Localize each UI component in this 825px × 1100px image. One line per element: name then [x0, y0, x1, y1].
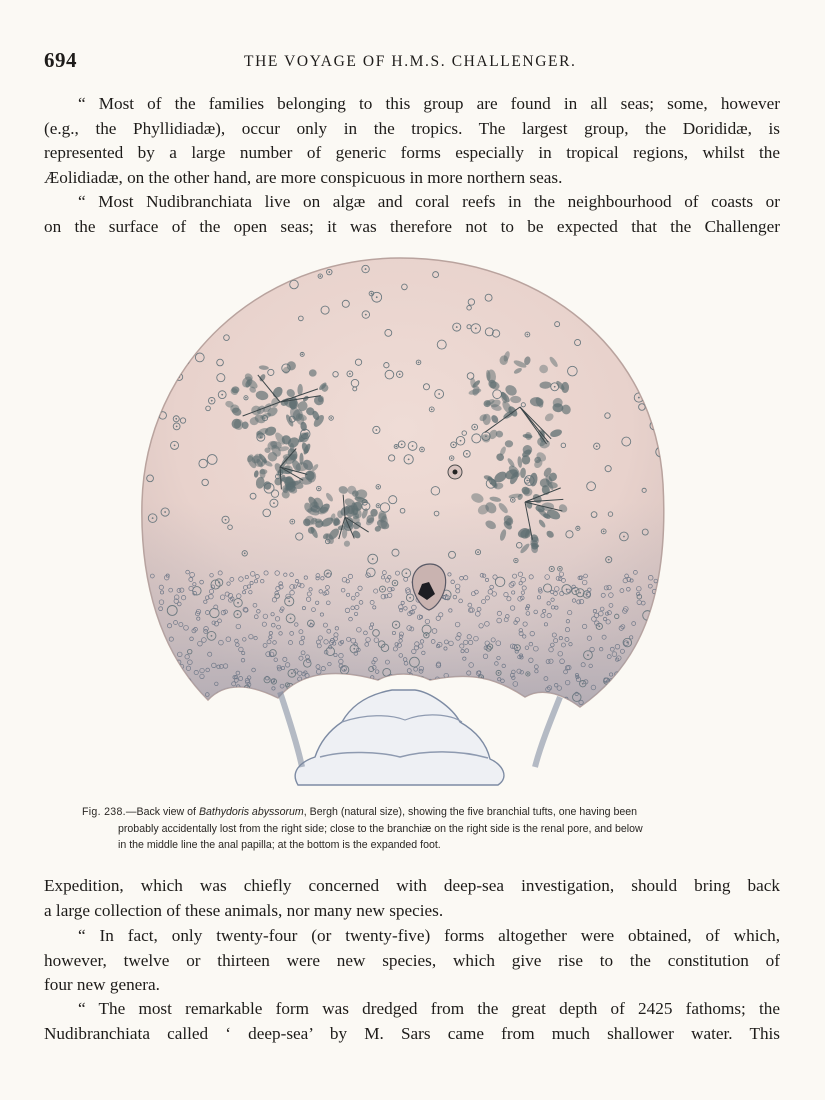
- small-tubercle: [318, 696, 322, 700]
- small-tubercle: [286, 693, 290, 697]
- small-tubercle: [657, 657, 661, 661]
- tubercle-center: [382, 588, 384, 590]
- tubercle: [236, 281, 246, 291]
- tubercle-center: [653, 425, 655, 427]
- small-tubercle: [315, 694, 318, 697]
- small-tubercle: [292, 702, 297, 707]
- tubercle-center: [608, 559, 610, 561]
- tubercle-center: [412, 445, 414, 447]
- tubercle-center: [409, 597, 411, 599]
- small-tubercle: [291, 693, 295, 697]
- tubercle-center: [577, 527, 579, 529]
- tubercle-center: [394, 582, 396, 584]
- small-tubercle: [443, 695, 447, 699]
- small-tubercle: [513, 701, 516, 704]
- tubercle-center: [288, 600, 290, 602]
- small-tubercle: [464, 695, 467, 698]
- small-tubercle: [664, 592, 667, 595]
- tubercle-center: [186, 361, 188, 363]
- small-tubercle: [153, 705, 156, 708]
- tubercle-center: [474, 426, 476, 428]
- tubercle-center: [237, 602, 239, 604]
- expanded-foot: [295, 690, 504, 785]
- small-tubercle: [153, 685, 158, 690]
- small-tubercle: [642, 679, 646, 683]
- tubercle: [636, 262, 642, 268]
- small-tubercle: [349, 691, 353, 695]
- tubercle-center: [174, 444, 176, 446]
- small-tubercle: [457, 681, 461, 685]
- tubercle: [215, 265, 223, 273]
- text-line: Expedition, which was chiefly concerned with deep-sea investigation, should bring back: [44, 876, 780, 895]
- tubercle-center: [526, 480, 528, 482]
- tubercle-center: [466, 453, 468, 455]
- tubercle-center: [603, 530, 605, 532]
- small-tubercle: [162, 699, 166, 703]
- small-tubercle: [369, 680, 373, 684]
- tubercle-center: [527, 334, 529, 336]
- tubercle-center: [438, 393, 440, 395]
- small-tubercle: [640, 677, 644, 681]
- small-tubercle: [178, 704, 181, 707]
- small-tubercle: [646, 635, 650, 639]
- tubercle-center: [512, 499, 514, 501]
- tubercle-center: [365, 314, 367, 316]
- tubercle-center: [344, 669, 346, 671]
- small-tubercle: [184, 687, 188, 691]
- tubercle-center: [365, 268, 367, 270]
- small-tubercle: [144, 683, 147, 686]
- paragraph-5: [44, 997, 780, 1046]
- paragraph-4: [44, 924, 780, 998]
- small-tubercle: [614, 685, 618, 689]
- text-line: represented by a large number of generic forms especially in tropical regions, whilst the: [44, 143, 780, 163]
- text-line: however, twelve or thirteen were new species, which give rise to the constitution of: [44, 950, 780, 970]
- small-tubercle: [330, 678, 335, 683]
- small-tubercle: [647, 630, 652, 635]
- tubercle-center: [235, 264, 237, 266]
- small-tubercle: [659, 700, 664, 705]
- tubercle-center: [318, 488, 320, 490]
- small-tubercle: [640, 655, 643, 658]
- page-number: 694: [44, 48, 77, 72]
- small-tubercle: [664, 613, 668, 617]
- small-tubercle: [640, 679, 644, 683]
- tubercle-center: [225, 519, 227, 521]
- tubercle-center: [319, 275, 321, 277]
- tubercle-center: [175, 418, 177, 420]
- small-tubercle: [658, 640, 662, 644]
- tubercle-center: [301, 353, 303, 355]
- small-tubercle: [662, 676, 666, 680]
- small-tubercle: [639, 652, 643, 656]
- small-tubercle: [241, 698, 245, 702]
- text-line: a large collection of these animals, nor many new species.: [44, 900, 444, 920]
- tubercle-center: [551, 568, 553, 570]
- small-tubercle: [481, 705, 484, 708]
- small-tubercle: [149, 680, 153, 684]
- small-tubercle: [154, 659, 158, 663]
- small-tubercle: [627, 666, 632, 671]
- tubercle-center: [375, 429, 377, 431]
- small-tubercle: [312, 677, 316, 681]
- tubercle-center: [582, 683, 584, 685]
- paragraph-1: [44, 92, 780, 190]
- caption-line-1: [82, 804, 752, 821]
- tubercle-center: [579, 592, 581, 594]
- tubercle: [646, 296, 655, 305]
- small-tubercle: [605, 701, 608, 704]
- small-tubercle: [499, 698, 503, 702]
- small-tubercle: [363, 679, 367, 683]
- small-tubercle: [635, 649, 639, 653]
- tubercle-center: [290, 617, 292, 619]
- small-tubercle: [663, 640, 667, 644]
- small-tubercle: [192, 698, 196, 702]
- tubercle-center: [401, 443, 403, 445]
- tubercle-center: [211, 635, 213, 637]
- small-tubercle: [442, 680, 447, 685]
- small-tubercle: [150, 629, 154, 633]
- tubercle-center: [395, 446, 397, 448]
- small-tubercle: [655, 689, 659, 693]
- tubercle-center: [371, 293, 373, 295]
- tubercle-center: [152, 517, 154, 519]
- small-tubercle: [298, 703, 302, 707]
- tubercle-center: [244, 552, 246, 554]
- small-tubercle: [461, 682, 464, 685]
- tubercle-center: [431, 408, 433, 410]
- tubercle-center: [330, 417, 332, 419]
- small-tubercle: [644, 690, 648, 694]
- tubercle-center: [527, 673, 529, 675]
- small-tubercle: [427, 687, 431, 691]
- small-tubercle: [170, 703, 173, 706]
- tubercle-center: [456, 326, 458, 328]
- small-tubercle: [317, 704, 322, 709]
- small-tubercle: [198, 701, 202, 705]
- small-tubercle: [564, 699, 569, 704]
- small-tubercle: [541, 698, 545, 702]
- small-tubercle: [181, 679, 184, 682]
- tubercle: [232, 261, 241, 270]
- small-tubercle: [227, 701, 231, 705]
- small-tubercle: [481, 697, 486, 702]
- small-tubercle: [339, 688, 344, 693]
- tubercle-center: [176, 425, 178, 427]
- tubercle-center: [515, 560, 517, 562]
- small-tubercle: [494, 683, 497, 686]
- small-tubercle: [633, 665, 637, 669]
- small-tubercle: [173, 674, 178, 679]
- tubercle: [602, 281, 610, 289]
- small-tubercle: [495, 704, 499, 708]
- tubercle-center: [162, 331, 164, 333]
- small-tubercle: [654, 693, 658, 697]
- tuft-lobe: [370, 509, 377, 517]
- text-line: Nudibranchiata called ‘ deep-sea’ by M. Sars came from much shallower water. This: [44, 1023, 780, 1043]
- small-tubercle: [483, 701, 487, 705]
- text-line: “ Most Nudibranchiata live on algæ and coral reefs in the neighbourhood of coasts or: [78, 192, 780, 211]
- tubercle-center: [477, 551, 479, 553]
- tubercle: [652, 264, 657, 269]
- tubercle-center: [237, 613, 239, 615]
- tubercle-center: [291, 672, 293, 674]
- tubercle-center: [164, 511, 166, 513]
- tubercle: [235, 278, 239, 282]
- small-tubercle: [162, 643, 166, 647]
- small-tubercle: [450, 683, 455, 688]
- tubercle-center: [376, 296, 378, 298]
- small-tubercle: [664, 682, 668, 686]
- small-tubercle: [339, 700, 343, 704]
- tubercle: [148, 691, 156, 699]
- small-tubercle: [629, 697, 633, 701]
- tubercle: [155, 370, 160, 375]
- small-tubercle: [400, 675, 404, 679]
- running-title: THE VOYAGE OF H.M.S. CHALLENGER.: [244, 53, 577, 70]
- bathydoris-illustration: [130, 252, 690, 797]
- small-tubercle: [245, 697, 250, 702]
- small-tubercle: [327, 699, 332, 704]
- caption-label: Fig. 238.: [82, 806, 126, 818]
- small-tubercle: [361, 681, 365, 685]
- small-tubercle: [228, 691, 232, 695]
- small-tubercle: [352, 680, 357, 685]
- tubercle-center: [395, 624, 397, 626]
- small-tubercle: [613, 702, 617, 706]
- small-tubercle: [156, 646, 160, 650]
- page-header: [44, 48, 784, 76]
- small-tubercle: [181, 681, 186, 686]
- tubercle-center: [377, 505, 379, 507]
- tubercle: [300, 701, 304, 705]
- tubercle-center: [218, 582, 220, 584]
- figure-caption: [82, 804, 752, 854]
- tubercle-center: [554, 386, 556, 388]
- small-tubercle: [419, 680, 422, 683]
- tubercle: [158, 328, 166, 336]
- caption-text: , Bergh (natural size), showing the five branchial tufts, one having been: [303, 806, 638, 818]
- tubercle-center: [460, 440, 462, 442]
- tubercle: [510, 268, 515, 273]
- small-tubercle: [654, 635, 657, 638]
- caption-species: Bathydoris abyssorum: [198, 806, 304, 818]
- small-tubercle: [155, 627, 159, 631]
- tubercle-center: [408, 458, 410, 460]
- small-tubercle: [229, 696, 234, 701]
- tubercle-center: [587, 654, 589, 656]
- tubercle: [650, 340, 655, 345]
- small-tubercle: [161, 643, 165, 647]
- small-tubercle: [647, 665, 651, 669]
- tubercle: [554, 271, 561, 278]
- small-tubercle: [651, 641, 655, 645]
- small-tubercle: [662, 636, 666, 640]
- paragraph-2: [44, 190, 780, 239]
- small-tubercle: [633, 673, 637, 677]
- tubercle-center: [372, 558, 374, 560]
- small-tubercle: [144, 649, 147, 652]
- tubercle-center: [638, 397, 640, 399]
- text-line: four new genera.: [44, 975, 160, 995]
- small-tubercle: [624, 664, 627, 667]
- tubercle: [650, 694, 656, 700]
- caption-line-3: in the middle line the anal papilla; at the bottom is the expanded foot.: [118, 839, 441, 851]
- tubercle-center: [240, 285, 242, 287]
- tubercle-center: [498, 672, 500, 674]
- small-tubercle: [311, 694, 315, 698]
- tubercle-center: [399, 373, 401, 375]
- tubercle-center: [185, 334, 187, 336]
- tubercle-center: [245, 397, 247, 399]
- small-tubercle: [657, 594, 661, 598]
- small-tubercle: [158, 693, 163, 698]
- tubercle-center: [453, 444, 455, 446]
- small-tubercle: [150, 671, 154, 675]
- small-tubercle: [368, 681, 373, 686]
- small-tubercle: [658, 662, 663, 667]
- small-tubercle: [459, 687, 464, 692]
- small-tubercle: [143, 695, 147, 699]
- small-tubercle: [656, 595, 660, 599]
- caption-line-2: probably accidentally lost from the right side; close to the branchiæ on the right side is the renal pore, and below: [118, 822, 643, 835]
- mantle-body: [130, 258, 690, 712]
- small-tubercle: [146, 629, 150, 633]
- small-tubercle: [147, 675, 152, 680]
- tubercle-center: [421, 449, 423, 451]
- small-tubercle: [506, 699, 511, 704]
- small-tubercle: [334, 687, 337, 690]
- tubercle: [184, 333, 189, 338]
- small-tubercle: [378, 687, 382, 691]
- small-tubercle: [647, 638, 652, 643]
- small-tubercle: [539, 703, 543, 707]
- tubercle-center: [353, 648, 355, 650]
- small-tubercle: [629, 701, 633, 705]
- small-tubercle: [202, 699, 206, 703]
- tubercle: [485, 265, 489, 269]
- tubercle-center: [405, 572, 407, 574]
- small-tubercle: [622, 698, 626, 702]
- small-tubercle: [396, 680, 400, 684]
- small-tubercle: [428, 680, 432, 684]
- small-tubercle: [148, 613, 151, 616]
- small-tubercle: [652, 686, 655, 689]
- small-tubercle: [359, 678, 363, 682]
- small-tubercle: [440, 682, 444, 686]
- tubercle-center: [598, 625, 600, 627]
- tubercle: [585, 276, 589, 280]
- text-line: (e.g., the Phyllidiadæ), occur only in the tropics. The largest group, the Dorididæ, is: [44, 118, 780, 138]
- tubercle-center: [328, 271, 330, 273]
- tubercle-center: [559, 568, 561, 570]
- tubercle-center: [623, 536, 625, 538]
- tubercle: [156, 396, 164, 404]
- tubercle-center: [221, 394, 223, 396]
- tubercle: [190, 325, 195, 330]
- tubercle-center: [475, 328, 477, 330]
- figure-bathydoris: [130, 252, 690, 797]
- tubercle-center: [211, 400, 213, 402]
- small-tubercle: [656, 654, 660, 658]
- tubercle-center: [587, 277, 589, 279]
- small-tubercle: [145, 588, 148, 591]
- small-tubercle: [660, 633, 665, 638]
- small-tubercle: [639, 701, 643, 705]
- text-line: on the surface of the open seas; it was therefore not to be expected that the Challenger: [44, 216, 780, 236]
- small-tubercle: [299, 702, 303, 706]
- small-tubercle: [383, 684, 386, 687]
- tubercle-center: [660, 451, 662, 453]
- small-tubercle: [212, 703, 215, 706]
- small-tubercle: [645, 703, 649, 707]
- tubercle-center: [451, 457, 453, 459]
- tubercle-center: [653, 265, 655, 267]
- tubercle-center: [494, 264, 496, 266]
- tubercle: [234, 694, 241, 701]
- tubercle-center: [218, 269, 220, 271]
- caption-text: —Back view of: [125, 806, 199, 818]
- tubercle: [492, 263, 497, 268]
- tubercle-center: [291, 521, 293, 523]
- tubercle-center: [596, 445, 598, 447]
- tubercle-center: [349, 373, 351, 375]
- small-tubercle: [466, 684, 471, 689]
- small-tubercle: [659, 591, 664, 596]
- renal-pore: [448, 465, 462, 479]
- text-line: Æolidiadæ, on the other hand, are more conspicuous in more northern seas.: [44, 167, 563, 187]
- small-tubercle: [145, 635, 149, 639]
- small-tubercle: [200, 701, 205, 706]
- tubercle-center: [425, 634, 427, 636]
- text-line: “ Most of the families belonging to this group are found in all seas; some, however: [78, 94, 780, 113]
- tubercle-center: [480, 676, 482, 678]
- tubercle-center: [377, 486, 379, 488]
- small-tubercle: [395, 680, 399, 684]
- small-tubercle: [639, 700, 643, 704]
- text-line: “ The most remarkable form was dredged from the great depth of 2425 fathoms; the: [78, 999, 780, 1018]
- tubercle-center: [418, 361, 420, 363]
- small-tubercle: [665, 608, 670, 613]
- small-tubercle: [620, 687, 624, 691]
- tubercle: [646, 654, 651, 659]
- text-line: “ In fact, only twenty-four (or twenty-five) forms altogether were obtained, of which,: [78, 926, 780, 945]
- tubercle-center: [273, 502, 275, 504]
- paragraph-3: [44, 874, 780, 923]
- small-tubercle: [182, 681, 186, 685]
